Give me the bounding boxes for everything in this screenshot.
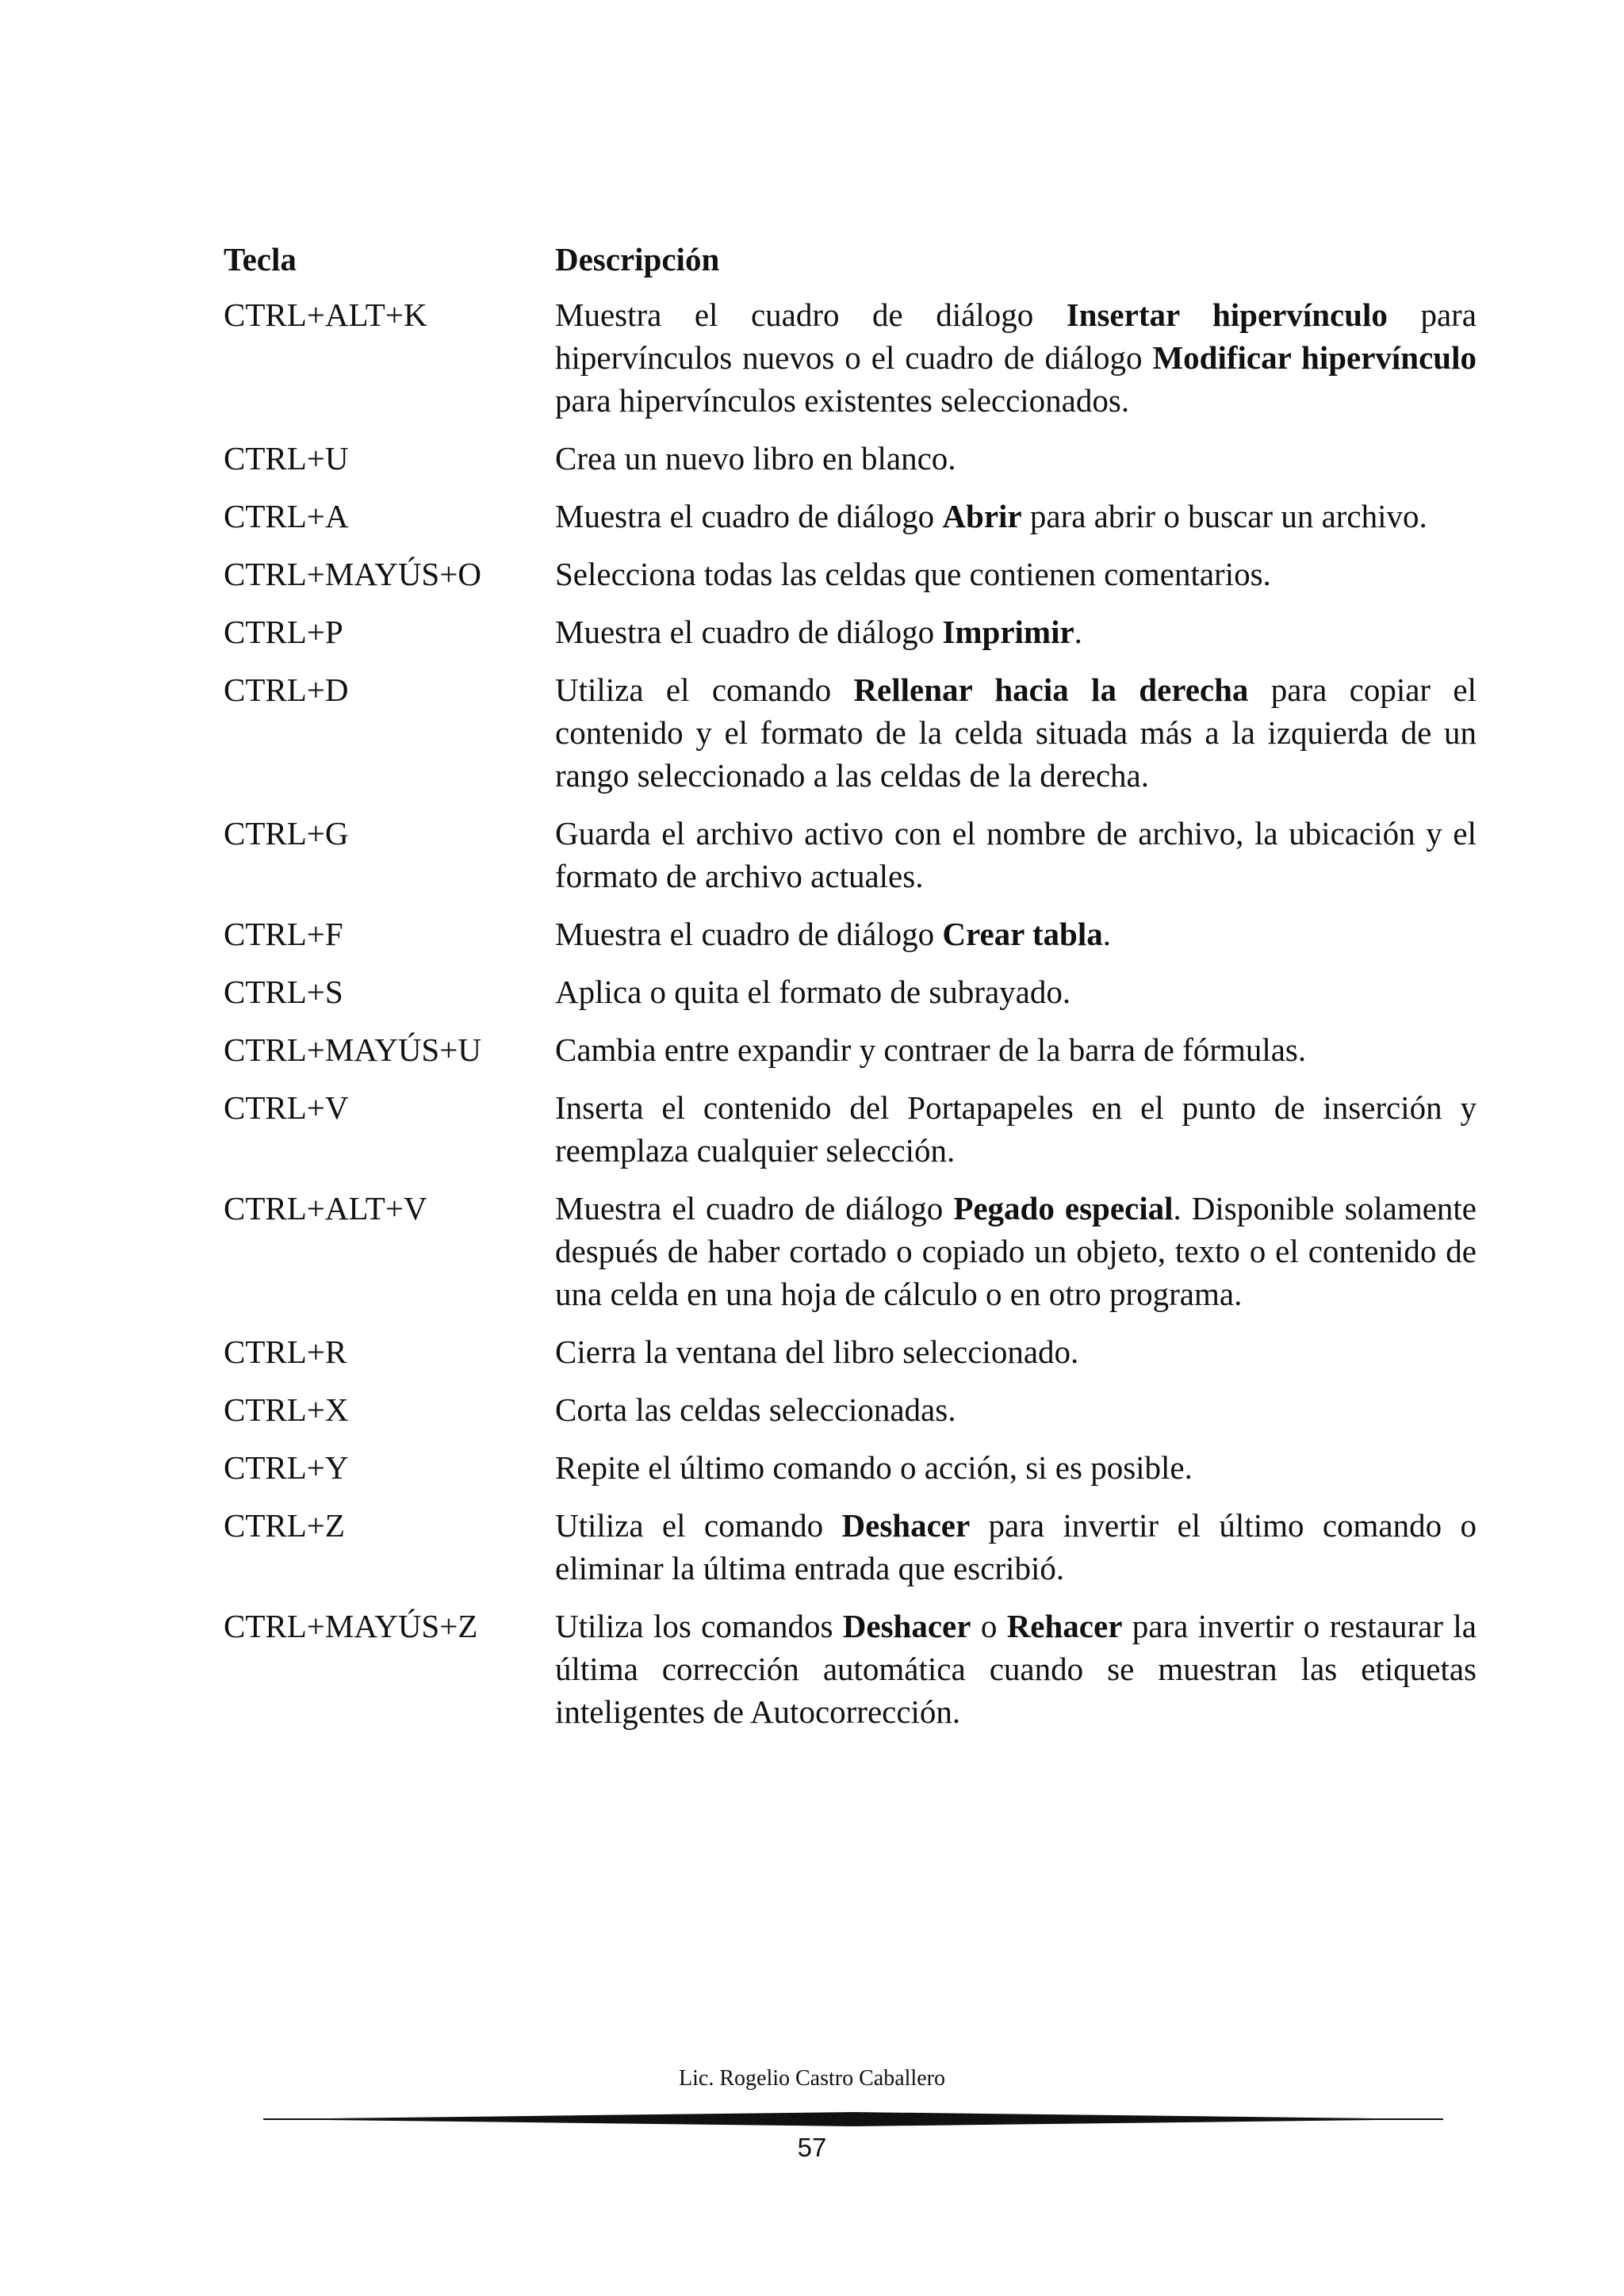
description-text: Crea un nuevo libro en blanco. [555,440,956,476]
table-row [224,495,1477,538]
header-key: Tecla [224,241,297,277]
shortcut-description [555,495,1477,538]
table-row [224,1504,1477,1590]
description-text: Aplica o quita el formato de subrayado. [555,974,1071,1010]
description-text: para hipervínculos existentes seleccionados. [555,382,1130,419]
shortcut-description [555,1086,1477,1172]
description-bold-term: Rellenar hacia la derecha [853,672,1249,708]
shortcut-key: CTRL+G [224,815,349,851]
shortcut-key: CTRL+MAYÚS+U [224,1031,481,1068]
table-row [224,1187,1477,1315]
table-row [224,970,1477,1013]
header-description: Descripción [555,241,720,277]
table-row [224,812,1477,897]
description-text: Utiliza el comando [555,672,854,708]
description-text: Muestra el cuadro de diálogo [555,614,943,650]
table-row [224,1388,1477,1431]
description-bold-term: Crear tabla [942,916,1103,952]
description-text: para abrir o buscar un archivo. [1021,498,1427,534]
description-text: Inserta el contenido del Portapapeles en el punto de inserción y reemplaza cualquier selección. [555,1089,1477,1169]
shortcut-key: CTRL+A [224,498,349,534]
table-row [224,293,1477,422]
shortcut-key: CTRL+D [224,672,349,708]
shortcut-table [224,238,1477,1748]
shortcut-description [555,812,1477,897]
shortcut-description [555,437,1477,480]
table-row [224,553,1477,595]
shortcut-description [555,610,1477,653]
shortcut-key: CTRL+U [224,440,349,476]
shortcut-key: CTRL+X [224,1391,349,1428]
description-text: para hipervínculos nuevos o el cuadro de diálogo [555,297,1477,376]
description-text: Utiliza los comandos [555,1608,843,1644]
shortcut-key: CTRL+R [224,1334,347,1370]
shortcut-description [555,553,1477,595]
page-number: 57 [797,2133,827,2162]
description-text: Muestra el cuadro de diálogo [555,916,943,952]
shortcut-description [555,668,1477,797]
description-bold-term: Pegado especial [953,1190,1174,1226]
description-bold-term: Insertar hipervínculo [1066,297,1388,333]
shortcut-key: CTRL+ALT+V [224,1190,427,1226]
shortcut-key: CTRL+P [224,614,343,650]
description-text: Utiliza el comando [555,1507,842,1544]
table-row [224,610,1477,653]
footer-author: Lic. Rogelio Castro Caballero [679,2066,945,2091]
shortcut-key: CTRL+S [224,974,343,1010]
table-row [224,668,1477,797]
table-row [224,1086,1477,1172]
description-bold-term: Deshacer [841,1507,971,1544]
description-text: Repite el último comando o acción, si es posible. [555,1449,1193,1486]
shortcut-description [555,1605,1477,1733]
description-bold-term: Deshacer [842,1608,971,1644]
description-text: . [1102,916,1111,952]
description-text: Muestra el cuadro de diálogo [555,297,1067,333]
shortcut-key: CTRL+V [224,1089,349,1126]
shortcut-key: CTRL+Z [224,1507,345,1544]
table-row [224,1446,1477,1489]
description-text: Cambia entre expandir y contraer de la barra de fórmulas. [555,1031,1307,1068]
shortcut-key: CTRL+MAYÚS+Z [224,1608,478,1644]
shortcut-key: CTRL+Y [224,1449,349,1486]
description-text: para invertir el último comando o eliminar la última entrada que escribió. [555,1507,1477,1586]
shortcut-description [555,970,1477,1013]
description-text: Corta las celdas seleccionadas. [555,1391,956,1428]
description-bold-term: Abrir [942,498,1022,534]
description-bold-term: Rehacer [1006,1608,1123,1644]
description-text: o [971,1608,1007,1644]
shortcut-description [555,913,1477,955]
shortcut-key: CTRL+ALT+K [224,297,427,333]
table-row [224,1028,1477,1071]
shortcut-description [555,1330,1477,1373]
table-header-row [224,238,1477,281]
table-rows [224,293,1477,1733]
table-row [224,437,1477,480]
shortcut-description [555,1028,1477,1071]
description-text: . Disponible solamente después de haber cortado o copiado un objeto, texto o el contenido de una celda en una hoja de cálculo o en otro programa. [555,1190,1477,1312]
description-bold-term: Modificar hipervínculo [1152,339,1477,376]
description-text: Guarda el archivo activo con el nombre de archivo, la ubicación y el formato de archivo actuales. [555,815,1477,894]
shortcut-key: CTRL+F [224,916,343,952]
table-row [224,1330,1477,1373]
shortcut-key: CTRL+MAYÚS+O [224,556,481,592]
shortcut-description [555,1388,1477,1431]
footer-rule [263,2111,1443,2127]
table-row [224,1605,1477,1733]
shortcut-description [555,293,1477,422]
description-text: Selecciona todas las celdas que contienen comentarios. [555,556,1271,592]
description-bold-term: Imprimir [942,614,1074,650]
description-text: para invertir o restaurar la última corrección automática cuando se muestran las etiquetas inteligentes de Autocorrección. [555,1608,1477,1730]
table-row [224,913,1477,955]
description-text: . [1074,614,1082,650]
description-text: Muestra el cuadro de diálogo [555,1190,954,1226]
shortcut-description [555,1504,1477,1590]
shortcut-description [555,1187,1477,1315]
description-text: para copiar el contenido y el formato de la celda situada más a la izquierda de un rango seleccionado a las celdas de la derecha. [555,672,1477,794]
shortcut-description [555,1446,1477,1489]
description-text: Muestra el cuadro de diálogo [555,498,943,534]
description-text: Cierra la ventana del libro seleccionado. [555,1334,1079,1370]
